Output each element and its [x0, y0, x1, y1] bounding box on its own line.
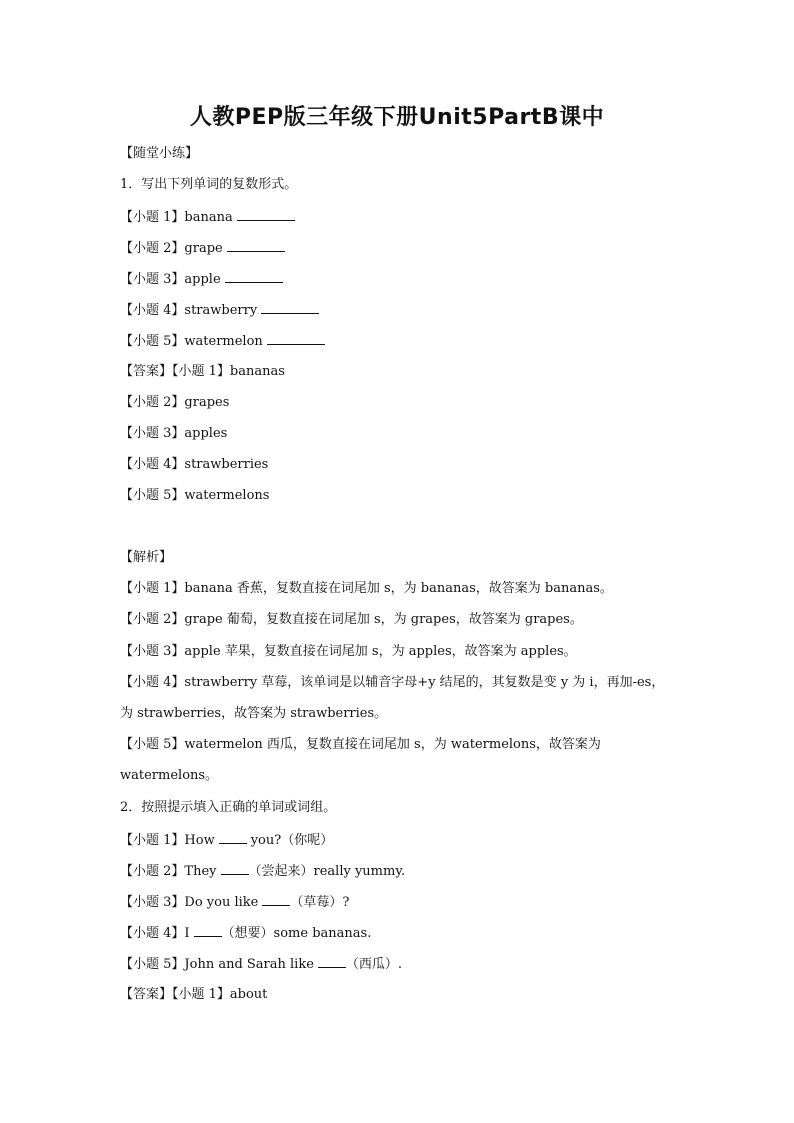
q2-answer-1: 【答案】【小题 1】about	[120, 987, 268, 1002]
q2-prompt: 2．按照提示填入正确的单词或词组。	[120, 800, 337, 815]
page-title: 人教PEP版三年级下册Unit5PartB课中	[189, 105, 605, 130]
answer-blank	[261, 299, 319, 314]
answer-blank	[237, 206, 295, 221]
q2-item-4: 【小题 4】I （想要）some bananas.	[120, 922, 371, 944]
section-practice: 【随堂小练】	[120, 146, 199, 161]
q1-answer-5: 【小题 5】watermelons	[120, 488, 270, 503]
q2-item-5: 【小题 5】John and Sarah like （西瓜）.	[120, 953, 402, 975]
q1-prompt: 1．写出下列单词的复数形式。	[120, 177, 298, 192]
q1-answer-1: 【答案】【小题 1】bananas	[120, 364, 285, 379]
q1-item-4: 【小题 4】strawberry	[120, 299, 319, 321]
answer-blank	[194, 922, 222, 937]
q1-analysis-2: 【小题 2】grape 葡萄，复数直接在词尾加 s，为 grapes，故答案为 grapes。	[120, 612, 583, 627]
q1-item-1: 【小题 1】banana	[120, 206, 295, 228]
q1-answer-2: 【小题 2】grapes	[120, 395, 230, 410]
answer-blank	[267, 330, 325, 345]
q1-item-5: 【小题 5】watermelon	[120, 330, 325, 352]
q1-answer-3: 【小题 3】apples	[120, 426, 228, 441]
q1-analysis-4: 【小题 4】strawberry 草莓，该单词是以辅音字母+y 结尾的，其复数是变 y 为 i，再加-es，	[120, 675, 665, 690]
q1-analysis-5: 【小题 5】watermelon 西瓜，复数直接在词尾加 s，为 watermelons，故答案为	[120, 737, 601, 752]
q2-item-2: 【小题 2】They （尝起来）really yummy.	[120, 860, 405, 882]
q1-analysis-5-cont: watermelons。	[120, 768, 219, 783]
answer-blank	[219, 829, 247, 844]
answer-blank	[262, 891, 290, 906]
answer-blank	[225, 268, 283, 283]
q2-item-3: 【小题 3】Do you like （草莓）?	[120, 891, 349, 913]
q1-analysis-header: 【解析】	[120, 550, 173, 565]
q1-analysis-4-cont: 为 strawberries，故答案为 strawberries。	[120, 706, 388, 721]
answer-blank	[227, 237, 285, 252]
q1-item-3: 【小题 3】apple	[120, 268, 283, 290]
q1-answer-4: 【小题 4】strawberries	[120, 457, 269, 472]
answer-blank	[221, 860, 249, 875]
q2-item-1: 【小题 1】How you?（你呢）	[120, 829, 333, 851]
q1-item-2: 【小题 2】grape	[120, 237, 285, 259]
q1-analysis-1: 【小题 1】banana 香蕉，复数直接在词尾加 s，为 bananas，故答案为 bananas。	[120, 581, 613, 596]
q1-analysis-3: 【小题 3】apple 苹果，复数直接在词尾加 s，为 apples，故答案为 apples。	[120, 644, 577, 659]
answer-blank	[318, 953, 346, 968]
